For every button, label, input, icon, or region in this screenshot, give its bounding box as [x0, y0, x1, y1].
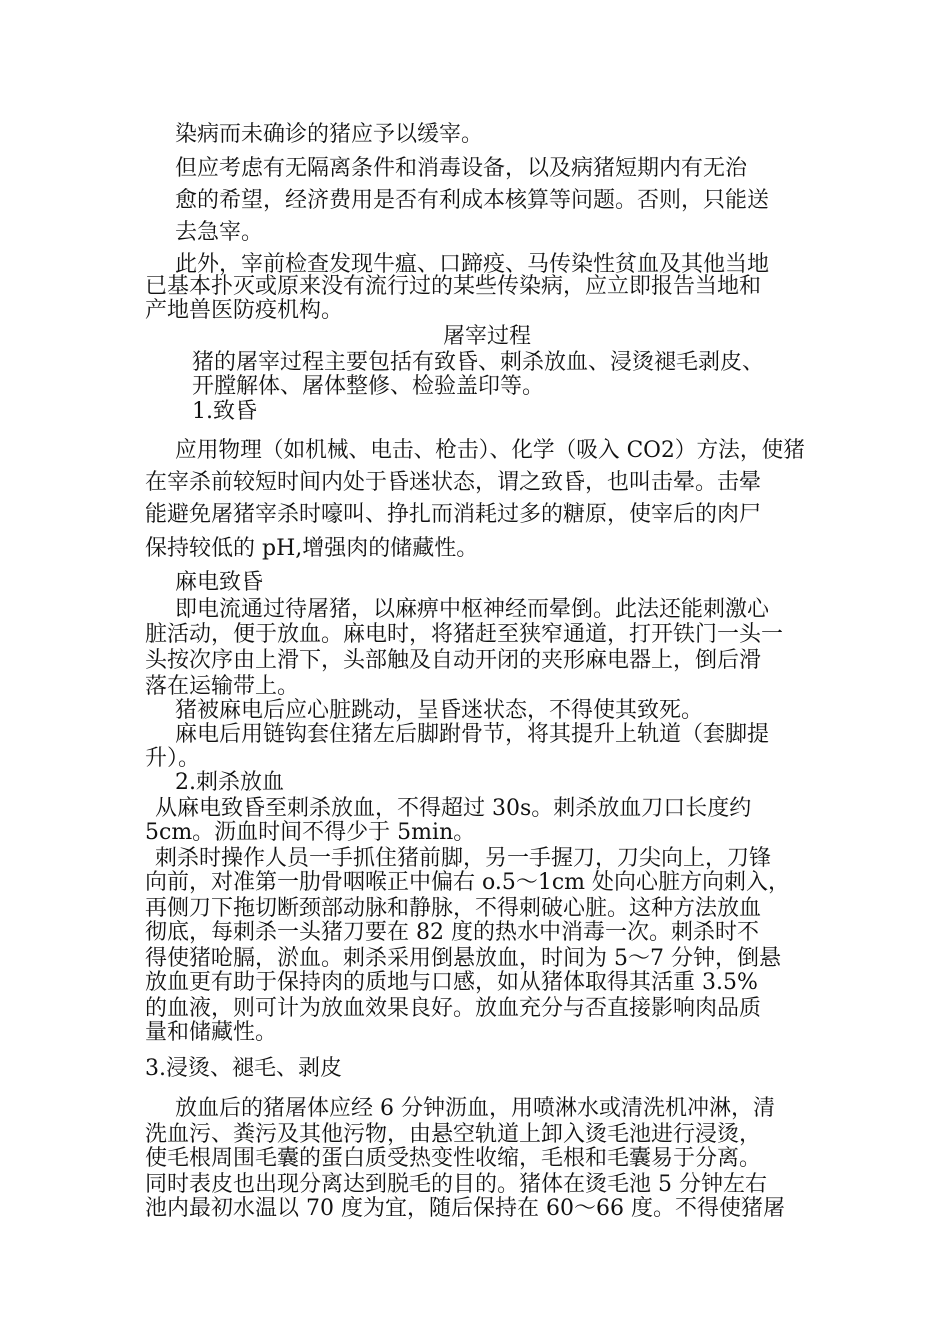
subsection-heading: 1.致昏 [192, 399, 257, 424]
text-line: 再侧刀下拖切断颈部动脉和静脉，不得刺破心脏。这种方法放血 [145, 896, 762, 921]
text-line: 量和储藏性。 [145, 1020, 278, 1045]
text-line: 从麻电致昏至刺杀放血，不得超过 30s。刺杀放血刀口长度约 [155, 796, 752, 821]
text-line: 同时表皮也出现分离达到脱毛的目的。猪体在烫毛池 5 分钟左右 [145, 1172, 767, 1197]
text-line: 愈的希望，经济费用是否有利成本核算等问题。否则，只能送 [175, 188, 770, 213]
subsection-heading: 3.浸烫、褪毛、剥皮 [145, 1056, 342, 1081]
text-line: 升）。 [145, 746, 201, 771]
subsection-heading: 2.刺杀放血 [175, 770, 284, 795]
text-line: 但应考虑有无隔离条件和消毒设备，以及病猪短期内有无治 [175, 156, 748, 181]
text-line: 在宰杀前较短时间内处于昏迷状态，谓之致昏，也叫击晕。击晕 [145, 470, 762, 495]
text-line: 麻电后用链钩套住猪左后脚跗骨节，将其提升上轨道（套脚提 [175, 722, 770, 747]
section-heading: 屠宰过程 [443, 324, 532, 349]
text-line: 放血后的猪屠体应经 6 分钟沥血，用喷淋水或清洗机冲淋，清 [175, 1096, 775, 1121]
text-line: 去急宰。 [175, 220, 264, 245]
text-line: 得使猪呛膈，淤血。刺杀采用倒悬放血，时间为 5～7 分钟，倒悬 [145, 946, 781, 971]
text-line: 已基本扑灭或原来没有流行过的某些传染病，应立即报告当地和 [145, 274, 762, 299]
text-line: 彻底，每刺杀一头猪刀要在 82 度的热水中消毒一次。刺杀时不 [145, 920, 759, 945]
text-line: 此外，宰前检查发现牛瘟、口蹄疫、马传染性贫血及其他当地 [175, 252, 770, 277]
text-line: 猪的屠宰过程主要包括有致昏、刺杀放血、浸烫褪毛剥皮、 [192, 350, 765, 375]
text-line: 洗血污、粪污及其他污物，由悬空轨道上卸入烫毛池进行浸烫， [145, 1122, 762, 1147]
text-line: 使毛根周围毛囊的蛋白质受热变性收缩，毛根和毛囊易于分离。 [145, 1146, 762, 1171]
text-line: 向前，对准第一肋骨咽喉正中偏右 o.5～1cm 处向心脏方向刺入， [145, 870, 791, 895]
text-line: 开膛解体、屠体整修、检验盖印等。 [192, 374, 545, 399]
text-line: 应用物理（如机械、电击、枪击）、化学（吸入 CO2）方法，使猪 [175, 438, 805, 463]
text-line: 保持较低的 pH,增强肉的储藏性。 [145, 536, 479, 561]
text-line: 即电流通过待屠猪，以麻痹中枢神经而晕倒。此法还能刺激心 [175, 597, 770, 622]
text-line: 池内最初水温以 70 度为宜，随后保持在 60～66 度。不得使猪屠 [145, 1196, 785, 1221]
text-line: 脏活动，便于放血。麻电时，将猪赶至狭窄通道，打开铁门一头一 [145, 622, 784, 647]
text-line: 的血液，则可计为放血效果良好。放血充分与否直接影响肉品质 [145, 996, 762, 1021]
text-line: 落在运输带上。 [145, 674, 300, 699]
text-line: 5cm。沥血时间不得少于 5min。 [145, 820, 476, 845]
subsection-heading: 麻电致昏 [175, 570, 264, 595]
text-line: 刺杀时操作人员一手抓住猪前脚，另一手握刀，刀尖向上，刀锋 [155, 846, 772, 871]
text-line: 猪被麻电后应心脏跳动，呈昏迷状态，不得使其致死。 [175, 698, 704, 723]
text-line: 产地兽医防疫机构。 [145, 298, 344, 323]
text-line: 能避免屠猪宰杀时嚎叫、挣扎而消耗过多的糖原，使宰后的肉尸 [145, 502, 762, 527]
text-line: 染病而未确诊的猪应予以缓宰。 [175, 122, 484, 147]
text-line: 头按次序由上滑下，头部触及自动开闭的夹形麻电器上，倒后滑 [145, 648, 762, 673]
text-line: 放血更有助于保持肉的质地与口感，如从猪体取得其活重 3.5% [145, 970, 758, 995]
